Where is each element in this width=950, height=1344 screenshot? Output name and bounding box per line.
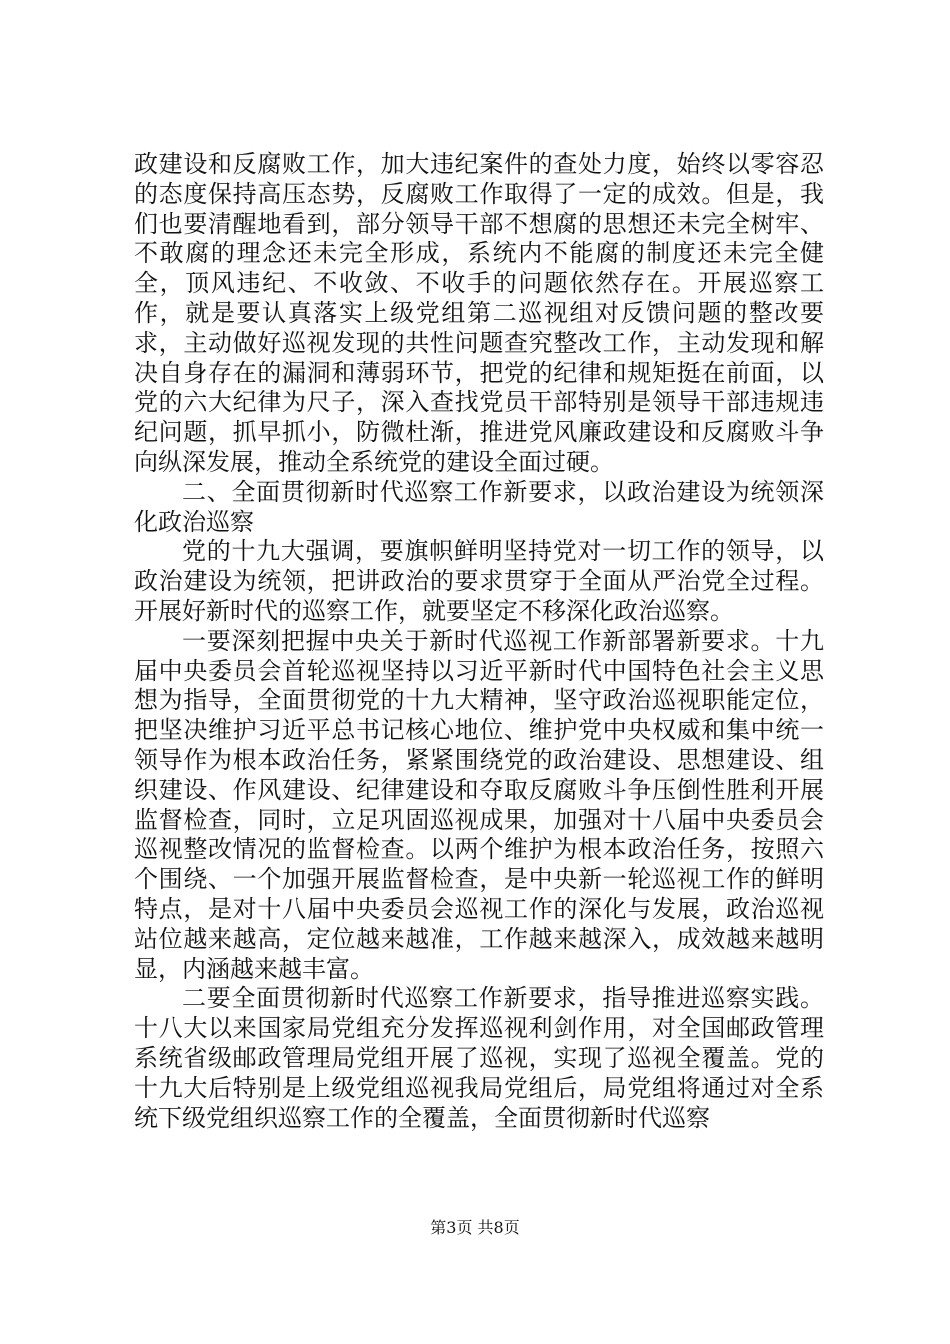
paragraph-continuation: 政建设和反腐败工作，加大违纪案件的查处力度，始终以零容忍的态度保持高压态势，反腐败工作取得了一定的成效。但是，我们也要清醒地看到，部分领导干部不想腐的思想还未完全树牢、不敢腐的理念还未完全形成，系统内不能腐的制度还未完全健全，顶风违纪、不收敛、不收手的问题依然存在。开展巡察工作，就是要认真落实上级党组第二巡视组对反馈问题的整改要求，主动做好巡视发现的共性问题查究整改工作，主动发现和解决自身存在的漏洞和薄弱环节，把党的纪律和规矩挺在前面，以党的六大纪律为尺子，深入查找党员干部特别是领导干部违规违纪问题，抓早抓小，防微杜渐，推进党风廉政建设和反腐败斗争向纵深发展，推动全系统党的建设全面过硬。 xyxy=(134,150,824,476)
paragraph: 二要全面贯彻新时代巡察工作新要求，指导推进巡察实践。十八大以来国家局党组充分发挥巡视利剑作用，对全国邮政管理系统省级邮政管理局党组开展了巡视，实现了巡视全覆盖。党的十九大后特别是上级党组巡视我局党组后，局党组将通过对全系统下级党组织巡察工作的全覆盖，全面贯彻新时代巡察 xyxy=(134,984,824,1132)
page-number-footer: 第3页 共8页 xyxy=(430,1218,520,1237)
section-heading: 二、全面贯彻新时代巡察工作新要求，以政治建设为统领深化政治巡察 xyxy=(134,477,824,536)
document-body xyxy=(134,150,824,1133)
paragraph: 党的十九大强调，要旗帜鲜明坚持党对一切工作的领导，以政治建设为统领，把讲政治的要求贯穿于全面从严治党全过程。开展好新时代的巡察工作，就要坚定不移深化政治巡察。 xyxy=(134,537,824,625)
paragraph: 一要深刻把握中央关于新时代巡视工作新部署新要求。十九届中央委员会首轮巡视坚持以习近平新时代中国特色社会主义思想为指导，全面贯彻党的十九大精神，坚守政治巡视职能定位，把坚决维护习近平总书记核心地位、维护党中央权威和集中统一领导作为根本政治任务，紧紧围绕党的政治建设、思想建设、组织建设、作风建设、纪律建设和夺取反腐败斗争压倒性胜利开展监督检查，同时，立足巩固巡视成果，加强对十八届中央委员会巡视整改情况的监督检查。以两个维护为根本政治任务，按照六个围绕、一个加强开展监督检查，是中央新一轮巡视工作的鲜明特点，是对十八届中央委员会巡视工作的深化与发展，政治巡视站位越来越高，定位越来越准，工作越来越深入，成效越来越明显，内涵越来越丰富。 xyxy=(134,626,824,983)
